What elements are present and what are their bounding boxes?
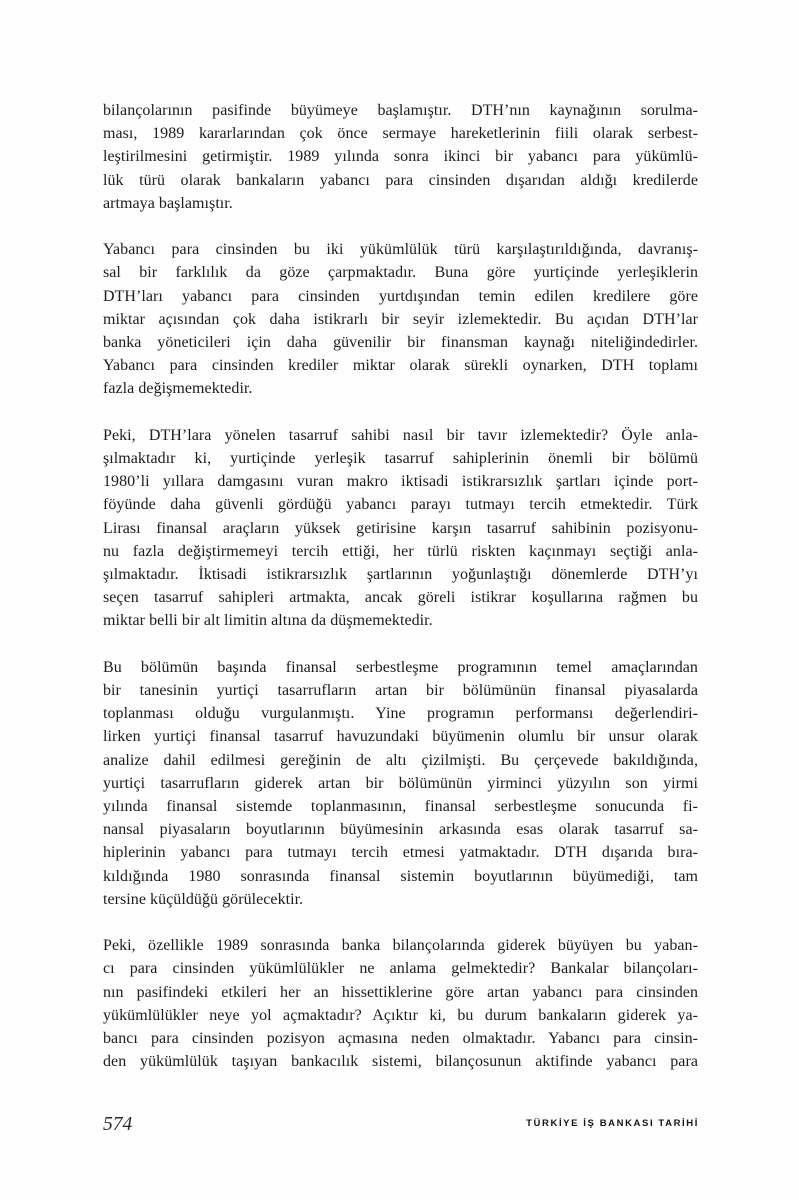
text-line: cı para cinsinden yükümlülükler ne anlama gelmektedir? Bankalar bilançoları- (103, 960, 698, 978)
text-line: fazla değişmemektedir. (103, 380, 253, 398)
text-line: tersine küçüldüğü görülecektir. (103, 890, 304, 908)
text-line: ması, 1989 kararlarından çok önce sermaye hareketlerinin fiili olarak serbest- (103, 125, 698, 143)
text-line: yurtiçi tasarrufların giderek artan bir bölümünün yirminci yüzyılın son yirmi (103, 774, 698, 792)
text-line: Lirası finansal araçların yüksek getirisine karşın tasarruf sahibinin pozisyonu- (103, 519, 698, 537)
text-line: toplanması olduğu vurgulanmıştı. Yine programın performansı değerlendiri- (103, 705, 698, 723)
paragraph (103, 656, 698, 911)
paragraph (103, 934, 698, 1073)
text-line: miktar açısından çok daha istikrarlı bir seyir izlemektedir. Bu açıdan DTH’lar (103, 310, 698, 328)
text-line: hiplerinin yabancı para tutmayı tercih etmesi yatmaktadır. DTH dışarıda bıra- (103, 844, 698, 862)
text-line: Peki, özellikle 1989 sonrasında banka bilançolarında giderek büyüyen bu yaban- (103, 937, 698, 955)
text-line: den yükümlülük taşıyan bankacılık sistemi, bilançosunun aktifinde yabancı para (103, 1053, 698, 1071)
text-line: kıldığında 1980 sonrasında finansal sistemin boyutlarının büyümediği, tam (103, 867, 698, 885)
text-line: lük türü olarak bankaların yabancı para cinsinden dışarıdan aldığı kredilerde (103, 171, 698, 189)
text-line: föyünde daha güvenli gördüğü yabancı parayı tutmayı tercih etmektedir. Türk (103, 496, 698, 514)
text-line: Peki, DTH’lara yönelen tasarruf sahibi nasıl bir tavır izlemektedir? Öyle anla- (103, 426, 698, 444)
text-line: şılmaktadır ki, yurtiçinde yerleşik tasarruf sahiplerinin önemli bir bölümü (103, 450, 698, 468)
page-number: 574 (103, 1114, 133, 1135)
text-line: nın pasifindeki etkileri her an hissettiklerine göre artan yabancı para cinsinden (103, 983, 698, 1001)
text-line: bir tanesinin yurtiçi tasarrufların artan bir bölümünün finansal piyasalarda (103, 682, 698, 700)
text-line: nansal piyasaların boyutlarının büyümesinin arkasında esas olarak tasarruf sa- (103, 821, 698, 839)
text-line: lirken yurtiçi finansal tasarruf havuzundaki büyümenin olumlu bir unsur olarak (103, 728, 698, 746)
text-line: DTH’ları yabancı para cinsinden yurtdışından temin edilen kredilere göre (103, 287, 698, 305)
text-line: analize dahil edilmesi gereğinin de altı çizilmişti. Bu çerçevede bakıldığında, (103, 751, 698, 769)
text-line: yükümlülükler neye yol açmaktadır? Açıktır ki, bu durum bankaların giderek ya- (103, 1006, 698, 1024)
text-line: şılmaktadır. İktisadi istikrarsızlık şartlarının yoğunlaştığı dönemlerde DTH’yı (103, 566, 698, 584)
text-line: yılında finansal sistemde toplanmasının, finansal serbestleşme sonucunda fi- (103, 798, 698, 816)
paragraph (103, 99, 698, 215)
text-line: nu fazla değiştirmemeyi tercih ettiği, her türlü riskten kaçınmayı seçtiği anla- (103, 542, 698, 560)
text-line: Bu bölümün başında finansal serbestleşme programının temel amaçlarından (103, 658, 698, 676)
text-line: seçen tasarruf sahipleri artmakta, ancak göreli istikrar koşullarına rağmen bu (103, 589, 698, 607)
text-line: leştirilmesini getirmiştir. 1989 yılında sonra ikinci bir yabancı para yükümlü- (103, 148, 698, 166)
text-line: Yabancı para cinsinden bu iki yükümlülük türü karşılaştırıldığında, davranış- (103, 241, 698, 259)
text-line: 1980’li yıllara damgasını vuran makro iktisadi istikrarsızlık şartları içinde port- (103, 473, 698, 491)
text-line: bancı para cinsinden pozisyon açmasına neden olmaktadır. Yabancı para cinsin- (103, 1030, 698, 1048)
paragraph (103, 424, 698, 633)
page-footer (103, 1114, 699, 1136)
paragraph (103, 238, 698, 400)
text-line: miktar belli bir alt limitin altına da düşmemektedir. (103, 612, 433, 630)
text-line: banka yöneticileri için daha güvenilir bir finansman kaynağı niteliğindedirler. (103, 334, 698, 352)
text-block (103, 99, 698, 1073)
text-line: artmaya başlamıştır. (103, 194, 233, 212)
text-line: Yabancı para cinsinden krediler miktar olarak sürekli oynarken, DTH toplamı (103, 357, 698, 375)
text-line: bilançolarının pasifinde büyümeye başlamıştır. DTH’nın kaynağının sorulma- (103, 102, 698, 119)
text-line: sal bir farklılık da göze çarpmaktadır. Buna göre yurtiçinde yerleşiklerin (103, 264, 698, 282)
running-title: TÜRKİYE İŞ BANKASI TARİHİ (526, 1118, 699, 1129)
